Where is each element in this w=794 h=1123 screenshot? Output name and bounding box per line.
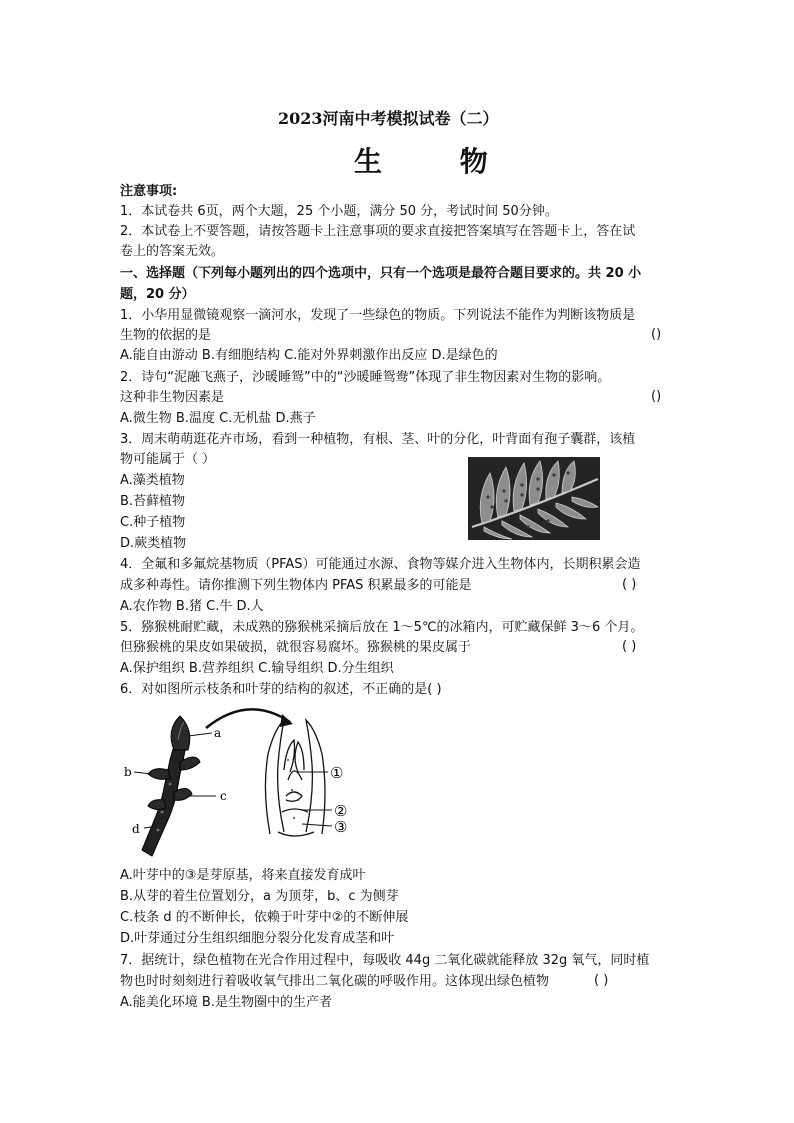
q5-stem-b: 但猕猴桃的果皮如果破损，就很容易腐坏。猕猴桃的果皮属于 (120, 640, 472, 655)
branch-bud-diagram (118, 700, 368, 862)
exam-title: 2023河南中考模拟试卷（二） (278, 109, 499, 128)
fern-leaf-image (468, 457, 600, 540)
subject-title: 生 物 (354, 145, 522, 178)
label-d: d (132, 822, 140, 836)
notes-line-2b: 卷上的答案无效。 (120, 244, 225, 259)
q3-stem-a: 3．周末萌萌逛花卉市场，看到一种植物，有根、茎、叶的分化，叶背面有孢子囊群，该植 (120, 432, 636, 447)
label-1: ① (330, 764, 344, 782)
q2-stem-a: 2．诗句“泥融飞燕子，沙暖睡鸳”中的“沙暖睡鸳鸯”体现了非生物因素对生物的影响。 (120, 370, 611, 385)
q7-stem-b: 物也时时刻刻进行着吸收氧气排出二氧化碳的呼吸作用。这体现出绿色植物 (120, 974, 550, 989)
label-a: a (214, 726, 222, 740)
notes-heading: 注意事项: (120, 184, 178, 199)
q6-option-d: D.叶芽通过分生组织细胞分裂分化发育成茎和叶 (120, 931, 395, 946)
q7-answer-paren: ( ) (594, 973, 609, 988)
label-b: b (124, 765, 132, 779)
section-heading-a: 一、选择题（下列每小题列出的四个选项中，只有一个选项是最符合题目要求的。共 20 小 (120, 266, 642, 281)
q6-stem: 6．对如图所示枝条和叶芽的结构的叙述，不正确的是( ) (120, 682, 442, 697)
q6-option-c: C.枝条 d 的不断伸长，依赖于叶芽中②的不断伸展 (120, 910, 409, 925)
q1-options: A.能自由游动 B.有细胞结构 C.能对外界刺激作出反应 D.是绿色的 (120, 348, 498, 363)
q3-option-d: D.蕨类植物 (120, 536, 187, 551)
label-c: c (220, 789, 227, 803)
q6-option-a: A.叶芽中的③是芽原基，将来直接发育成叶 (120, 868, 366, 883)
notes-line-2a: 2．本试卷上不要答题，请按答题卡上注意事项的要求直接把答案填写在答题卡上，答在试 (120, 224, 636, 239)
leaf-bud-section (265, 720, 325, 836)
q4-options: A.农作物 B.猪 C.牛 D.人 (120, 599, 264, 614)
notes-line-1: 1．本试卷共 6页，两个大题，25 个小题，满分 50 分，考试时间 50分钟。 (120, 204, 558, 219)
q3-option-b: B.苔藓植物 (120, 494, 186, 509)
label-3: ③ (334, 818, 348, 836)
q1-stem-b: 生物的依据的是 (120, 328, 212, 343)
q3-option-a: A.藻类植物 (120, 473, 185, 488)
q6-option-b: B.从芽的着生位置划分，a 为顶芽，b、c 为侧芽 (120, 889, 399, 904)
q3-option-c: C.种子植物 (120, 515, 186, 530)
q7-stem-a: 7．据统计，绿色植物在光合作用过程中，每吸收 44g 二氧化碳就能释放 32g 氧气，同时植 (120, 953, 650, 968)
q5-options: A.保护组织 B.营养组织 C.输导组织 D.分生组织 (120, 661, 394, 676)
q2-options: A.微生物 B.温度 C.无机盐 D.燕子 (120, 411, 316, 426)
q1-answer-paren: () (651, 327, 662, 342)
label-2: ② (334, 802, 348, 820)
q2-answer-paren: () (651, 389, 662, 404)
q5-stem-a: 5．猕猴桃耐贮藏，未成熟的猕猴桃采摘后放在 1～5℃的冰箱内，可贮藏保鲜 3～6 个月。 (120, 620, 644, 635)
q7-options: A.能美化环境 B.是生物圈中的生产者 (120, 995, 332, 1010)
q1-stem-a: 1．小华用显微镜观察一滴河水，发现了一些绿色的物质。下列说法不能作为判断该物质是 (120, 308, 636, 323)
q5-answer-paren: ( ) (622, 639, 637, 654)
section-heading-b: 题，20 分） (120, 287, 195, 302)
q4-answer-paren: ( ) (622, 577, 637, 592)
q4-stem-b: 成多种毒性。请你推测下列生物体内 PFAS 积累最多的可能是 (120, 578, 472, 593)
q4-stem-a: 4．全氟和多氟烷基物质（PFAS）可能通过水源、食物等媒介进入生物体内，长期积累会造 (120, 557, 641, 572)
q3-stem-b: 物可能属于（ ） (120, 452, 216, 467)
branch-drawing (142, 716, 200, 856)
q2-stem-b: 这种非生物因素是 (120, 390, 225, 405)
